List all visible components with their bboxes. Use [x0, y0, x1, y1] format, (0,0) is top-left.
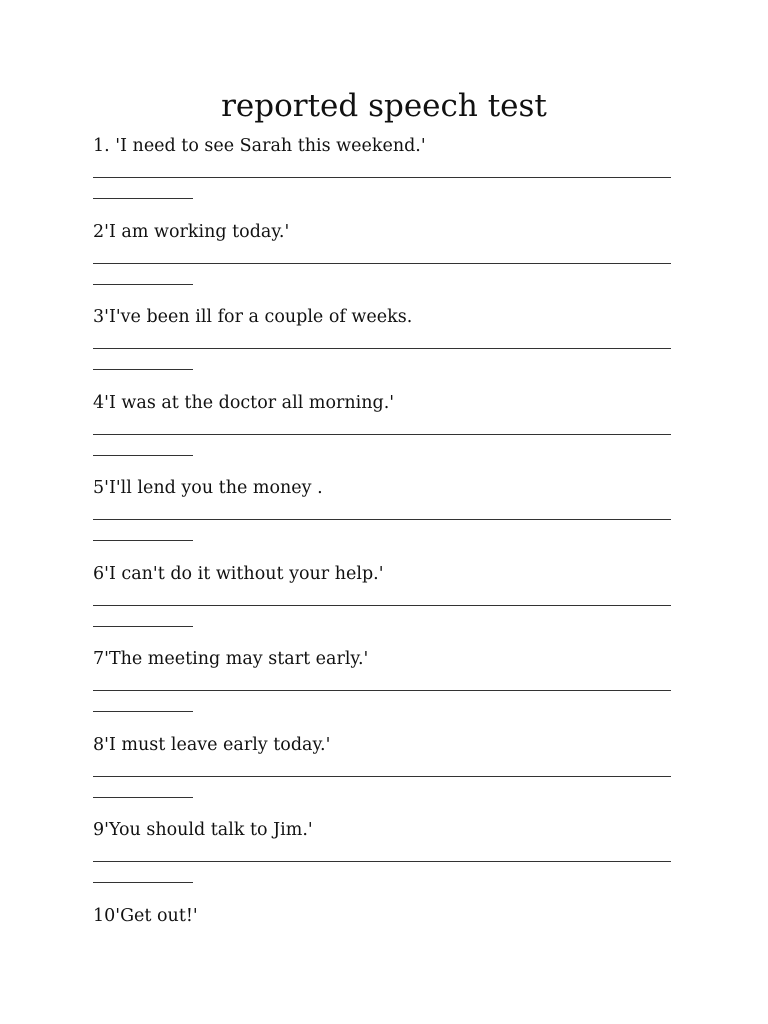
- answer-line: [93, 519, 671, 520]
- question-text: 7'The meeting may start early.': [93, 649, 369, 669]
- answer-line-continuation: [93, 369, 193, 370]
- question-text: 5'I'll lend you the money .: [93, 478, 323, 498]
- answer-line: [93, 263, 671, 264]
- question-text: 8'I must leave early today.': [93, 735, 331, 755]
- question-text: 6'I can't do it without your help.': [93, 564, 384, 584]
- question-text: 4'I was at the doctor all morning.': [93, 393, 395, 413]
- question-text: 9'You should talk to Jim.': [93, 820, 313, 840]
- question-3: [93, 306, 693, 328]
- answer-line-continuation: [93, 626, 193, 627]
- answer-line-continuation: [93, 284, 193, 285]
- question-8: [93, 734, 693, 756]
- question-text: 1. 'I need to see Sarah this weekend.': [93, 136, 426, 156]
- question-text: 10'Get out!': [93, 906, 198, 926]
- answer-line-continuation: [93, 797, 193, 798]
- question-2: [93, 221, 693, 243]
- answer-line: [93, 177, 671, 178]
- question-5: [93, 477, 693, 499]
- answer-line: [93, 434, 671, 435]
- question-6: [93, 563, 693, 585]
- question-text: 3'I've been ill for a couple of weeks.: [93, 307, 413, 327]
- question-9: [93, 819, 693, 841]
- answer-line: [93, 605, 671, 606]
- page-title: reported speech test: [221, 88, 547, 124]
- answer-line-continuation: [93, 711, 193, 712]
- question-4: [93, 392, 693, 414]
- answer-line: [93, 776, 671, 777]
- question-10: [93, 905, 693, 927]
- question-7: [93, 648, 693, 670]
- answer-line-continuation: [93, 882, 193, 883]
- answer-line: [93, 861, 671, 862]
- answer-line-continuation: [93, 198, 193, 199]
- answer-line: [93, 348, 671, 349]
- answer-line: [93, 690, 671, 691]
- answer-line-continuation: [93, 540, 193, 541]
- answer-line-continuation: [93, 455, 193, 456]
- question-1: [93, 135, 693, 157]
- question-text: 2'I am working today.': [93, 222, 290, 242]
